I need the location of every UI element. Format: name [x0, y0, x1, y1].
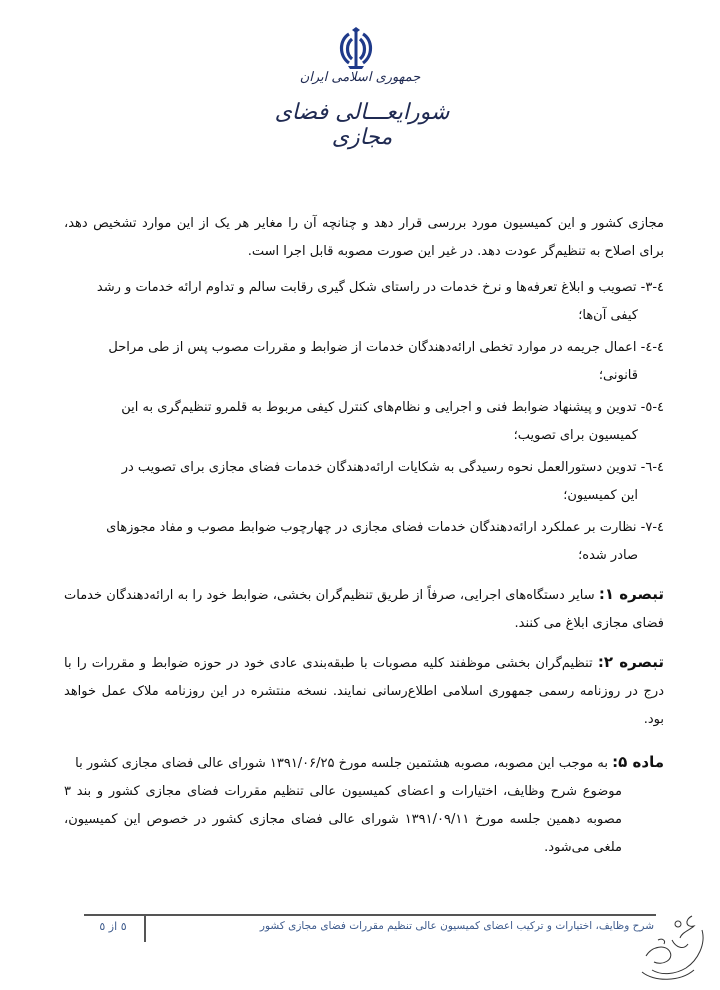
footer-separator	[144, 914, 146, 942]
item-continuation: قانونی؛	[598, 368, 638, 383]
item-continuation: کمیسیون برای تصویب؛	[513, 428, 638, 443]
item-text: تصویب و ابلاغ تعرفه‌ها و نرخ خدمات در راستای شکل گیری رقابت سالم و تداوم ارائه خدمات و رشد	[96, 280, 637, 295]
item-text: اعمال جریمه در موارد تخطی ارائه‌دهندگان خدمات از ضوابط و مقررات مصوب پس از طی مراحل	[108, 340, 637, 355]
item-number: ٤-٣-	[640, 280, 664, 295]
item-continuation: این کمیسیون؛	[563, 488, 638, 503]
note-1	[64, 580, 664, 638]
letterhead	[0, 0, 720, 150]
article-label: ماده ۵:	[612, 753, 664, 771]
item-continuation: صادر شده؛	[578, 548, 638, 563]
intro-paragraph: مجازی کشور و این کمیسیون مورد بررسی قرار دهد و چنانچه آن را مغایر هر یک از این موارد تشخیص دهد، برای اصلاح به تنظیم‌گر عودت دهد. در غیر این صورت مصوبه قابل اجرا است.	[64, 216, 664, 259]
page-number: ٥ از ٥	[99, 920, 127, 933]
item-number: ٤-٦-	[640, 460, 664, 475]
item-text: تدوین دستورالعمل نحوه رسیدگی به شکایات ارائه‌دهندگان خدمات فضای مجازی برای تصویب در	[121, 460, 637, 475]
note-label: تبصره ۱:	[598, 585, 664, 603]
document-body	[64, 210, 664, 862]
note-text: سایر دستگاه‌های اجرایی، صرفاً از طریق تنظیم‌گران بخشی، ضوابط خود را به ارائه‌دهندگان خدمات فضای مجازی ابلاغ می کنند.	[64, 588, 664, 631]
header-council-name: شورایعـــالی فضای مجازی	[274, 100, 450, 150]
list-item	[64, 274, 664, 330]
item-text: نظارت بر عملکرد ارائه‌دهندگان خدمات فضای مجازی در چهارچوب ضوابط مصوب و مفاد مجوزهای	[106, 520, 637, 535]
article-5	[64, 748, 664, 862]
list-item	[64, 514, 664, 570]
item-text: تدوین و پیشنهاد ضوابط فنی و اجرایی و نظام‌های کنترل کیفی مربوط به قلمرو تنظیم‌گری به این	[121, 400, 637, 415]
item-continuation: کیفی آن‌ها؛	[578, 308, 638, 323]
article-first-line: به موجب این مصوبه، مصوبه هشتمین جلسه مورخ ۱۳۹۱/۰۶/۲۵ شورای عالی فضای مجازی کشور با	[75, 756, 608, 771]
note-2	[64, 648, 664, 734]
item-number: ٤-٧-	[640, 520, 664, 535]
footer-divider	[84, 914, 656, 916]
article-continuation: موضوع شرح وظایف، اختیارات و اعضای کمیسیون عالی تنظیم مقررات فضای مجازی کشور و بند ۳ مصوبه دهمین جلسه مورخ ۱۳۹۱/۰۹/۱۱ شورای عالی فضای مجازی کشور در خصوص این کمیسیون، ملغی می‌شود.	[64, 784, 622, 855]
item-number: ٤-٥-	[640, 400, 664, 415]
page-footer	[84, 914, 656, 944]
calligraphy-watermark-icon	[632, 910, 712, 986]
list-item	[64, 394, 664, 450]
note-label: تبصره ۲:	[597, 653, 664, 671]
iran-emblem-icon	[336, 26, 376, 72]
item-number: ٤-٤-	[640, 340, 664, 355]
header-country-name: جمهوری اسلامی ایران	[299, 70, 421, 85]
list-item	[64, 454, 664, 510]
note-text: تنظیم‌گران بخشی موظفند کلیه مصوبات با طبقه‌بندی عادی خود در حوزه ضوابط و مقررات را با درج در روزنامه رسمی جمهوری اسلامی اطلاع‌رسانی نمایند. نسخه منتشره در این روزنامه ملاک عمل خواهد بود.	[64, 656, 664, 727]
footer-document-title: شرح وظایف، اختیارات و ترکیب اعضای کمیسیون عالی تنظیم مقررات فضای مجازی کشور	[259, 920, 654, 932]
list-item	[64, 334, 664, 390]
